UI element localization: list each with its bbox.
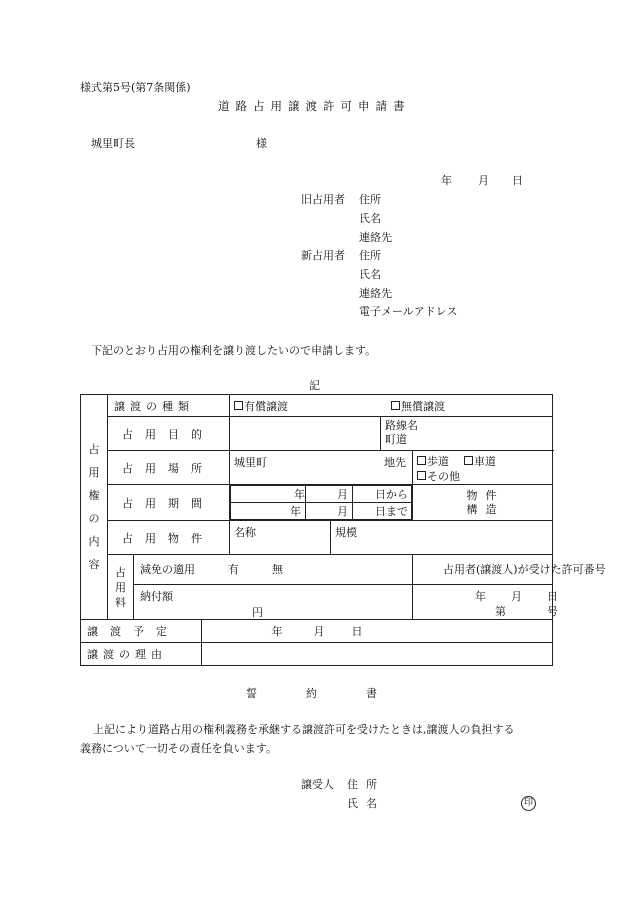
- reason-field[interactable]: [202, 643, 553, 666]
- other-checkbox[interactable]: [417, 470, 460, 483]
- period-dates[interactable]: [230, 485, 413, 521]
- location-label: 占用場所: [108, 451, 230, 485]
- reason-label: 譲渡の理由: [81, 643, 202, 666]
- application-table: [80, 394, 606, 666]
- date-day: 日: [512, 174, 523, 187]
- permit-number-prefix: 第: [495, 605, 507, 618]
- period-dates-inner: [230, 485, 412, 520]
- transferee-address-label: 住所: [347, 778, 385, 791]
- purpose-label: 占用目的: [108, 417, 230, 451]
- other-label: その他: [427, 470, 461, 483]
- checkbox-icon: [464, 456, 473, 465]
- new-occupant-label: 新占用者: [301, 249, 345, 262]
- old-occupant-name: 氏名: [359, 212, 381, 225]
- pledge-title-3: 書: [366, 687, 377, 700]
- exemption-yes[interactable]: 有: [228, 563, 239, 576]
- exemption-label: 減免の適用: [140, 563, 195, 576]
- transfer-date-label: 譲渡予定: [81, 620, 202, 643]
- walkway-checkbox[interactable]: [417, 455, 449, 468]
- permit-month: 月: [511, 590, 523, 603]
- old-occupant-label: 旧占用者: [301, 193, 345, 206]
- checkbox-icon: [417, 471, 426, 480]
- addressee-honorific: 様: [256, 137, 267, 150]
- exemption-row: [134, 555, 412, 585]
- period-to-year: 年: [231, 503, 306, 520]
- checkbox-icon: [234, 401, 243, 410]
- section-label-occupancy-rights: [81, 395, 108, 620]
- object-scale-field[interactable]: [331, 521, 553, 555]
- intro-text: 下記のとおり占用の権利を譲り渡したいので申請します。: [91, 344, 377, 357]
- period-from-year: 年: [231, 486, 306, 503]
- object-name-label: 名称: [234, 526, 257, 539]
- item-label: 物件: [466, 488, 505, 502]
- amount-row[interactable]: [134, 585, 412, 619]
- structure-label: 構造: [466, 502, 505, 516]
- transfer-date-month: 月: [313, 625, 325, 638]
- ki-label: 記: [309, 379, 320, 392]
- new-occupant-contact: 連絡先: [359, 287, 392, 300]
- pledge-title-1: 誓: [246, 687, 257, 700]
- item-structure-label: [413, 485, 553, 521]
- period-label: 占用期間: [108, 485, 230, 521]
- pledge-line-1: 上記により道路占用の権利義務を承継する譲渡許可を受けたときは,譲渡人の負担する: [93, 723, 515, 736]
- old-occupant-address: 住所: [359, 193, 381, 206]
- exemption-no[interactable]: 無: [272, 563, 283, 576]
- permit-day: 日: [547, 590, 559, 603]
- permit-number-label: 占用者(譲渡人)が受けた許可番号: [413, 555, 552, 585]
- seal-icon: 印: [521, 796, 536, 811]
- period-from-month: 月: [306, 486, 353, 503]
- transfer-type-label: 譲渡の種類: [108, 395, 230, 417]
- form-number: 様式第5号(第7条関係): [80, 81, 191, 94]
- location-field[interactable]: [230, 451, 413, 485]
- permit-number-suffix: 号: [547, 605, 559, 618]
- free-transfer-label: 無償譲渡: [401, 399, 446, 413]
- roadway-label: 車道: [474, 455, 497, 468]
- seal-mark: [521, 796, 536, 811]
- old-occupant-contact: 連絡先: [359, 231, 392, 244]
- location-type-options: [413, 451, 553, 485]
- location-town: 城里町: [234, 456, 268, 469]
- transfer-date-field[interactable]: [202, 620, 553, 643]
- object-scale-label: 規模: [335, 526, 358, 539]
- walkway-label: 歩道: [427, 455, 450, 468]
- section-label-text: 占用権の内容: [88, 443, 100, 571]
- transfer-date-year: 年: [271, 625, 283, 638]
- route-name-label: 路線名: [385, 419, 419, 432]
- checkbox-icon: [391, 401, 400, 410]
- period-from-day: 日から: [353, 486, 412, 503]
- new-occupant-name: 氏名: [359, 268, 381, 281]
- new-occupant-email: 電子メールアドレス: [359, 305, 458, 318]
- new-occupant-address: 住所: [359, 249, 381, 262]
- amount-yen: 円: [252, 606, 263, 619]
- pledge-title-2: 約: [306, 687, 317, 700]
- transfer-date-day: 日: [351, 625, 363, 638]
- date-year: 年: [441, 174, 452, 187]
- paid-transfer-label: 有償譲渡: [244, 399, 289, 413]
- checkbox-icon: [417, 456, 426, 465]
- transferee-label: 譲受人: [301, 778, 334, 791]
- period-to-day: 日まで: [353, 503, 412, 520]
- fee-left: [134, 555, 413, 620]
- transfer-type-options: [230, 395, 553, 417]
- object-label: 占用物件: [108, 521, 230, 555]
- town-road-label: 町道: [385, 433, 408, 446]
- date-month: 月: [478, 174, 489, 187]
- permit-year: 年: [475, 590, 487, 603]
- purpose-field[interactable]: [230, 417, 381, 451]
- permit-number-field[interactable]: [413, 585, 559, 619]
- fee-right: [413, 555, 606, 620]
- period-to-month: 月: [306, 503, 353, 520]
- free-transfer-checkbox[interactable]: [391, 400, 445, 413]
- fee-label-text: 占用料: [115, 565, 126, 609]
- roadway-checkbox[interactable]: [464, 455, 496, 468]
- transferee-name-label: 氏名: [347, 797, 385, 810]
- route-name-cell: [381, 417, 553, 451]
- pledge-line-2: 義務について一切その責任を負います。: [80, 742, 277, 755]
- paid-transfer-checkbox[interactable]: [234, 400, 288, 413]
- object-name-field[interactable]: [230, 521, 331, 555]
- page-title: 道路占用譲渡許可申請書: [218, 99, 411, 113]
- fee-label: [108, 555, 134, 620]
- amount-label: 納付額: [140, 590, 173, 603]
- addressee-name: 城里町長: [91, 137, 135, 150]
- location-land-type: 地先: [384, 456, 407, 469]
